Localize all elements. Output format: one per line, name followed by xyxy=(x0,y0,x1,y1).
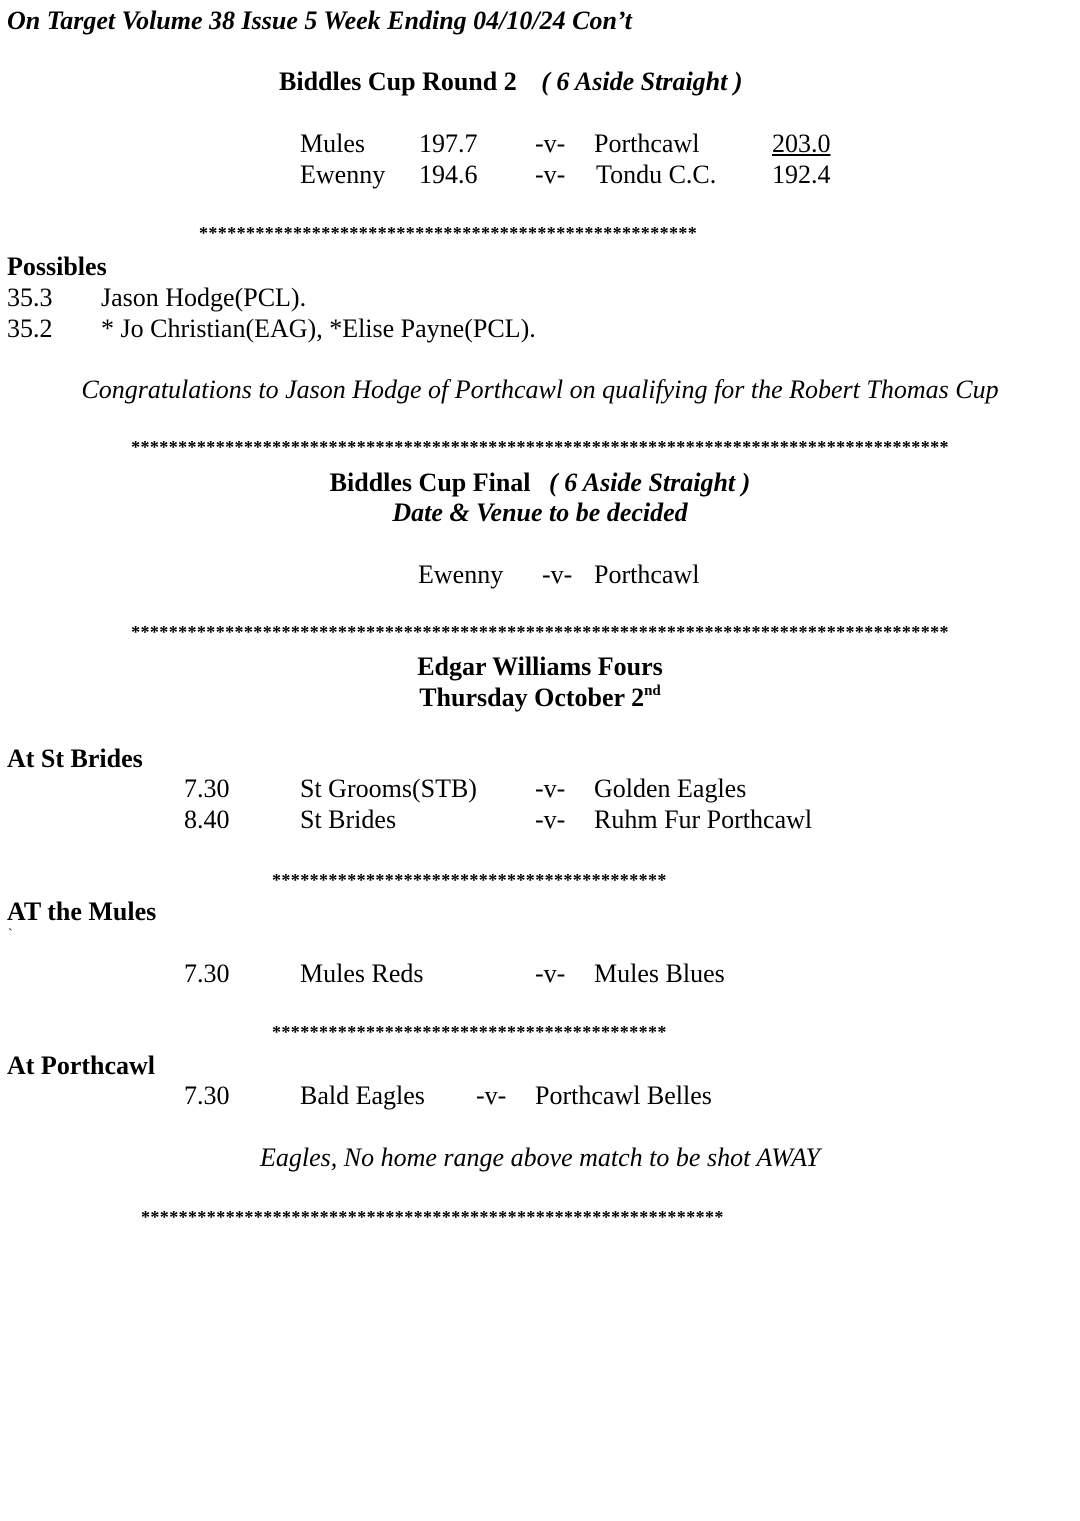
final-away: Porthcawl xyxy=(594,560,700,589)
match-home: St Brides xyxy=(300,805,397,834)
date-suffix: nd xyxy=(644,683,661,699)
final-subtitle: ( 6 Aside Straight ) xyxy=(549,468,751,497)
possible-score: 35.3 xyxy=(7,283,53,312)
congratulations-note: Congratulations to Jason Hodge of Porthcawl on qualifying for the Robert Thomas Cup xyxy=(81,375,999,404)
score-value: 197.7 xyxy=(419,129,478,158)
round2-title-text: Biddles Cup Round 2 xyxy=(279,67,517,96)
match-vs xyxy=(535,162,565,188)
fours-title: Edgar Williams Fours xyxy=(417,652,663,681)
away-note: Eagles, No home range above match to be shot AWAY xyxy=(259,1143,820,1172)
vs-text: -v- xyxy=(535,160,566,189)
match-vs xyxy=(535,131,565,157)
round2-subtitle: ( 6 Aside Straight ) xyxy=(541,67,743,96)
separator: *************************************************************************************** xyxy=(131,623,949,641)
match-away-score xyxy=(772,162,831,188)
match-time: 7.30 xyxy=(184,959,230,988)
match-home: Bald Eagles xyxy=(300,1081,425,1110)
match-vs: -v- xyxy=(535,959,566,988)
away-text: Porthcawl xyxy=(594,129,700,158)
match-away-score xyxy=(772,131,831,157)
round2-match-row xyxy=(300,162,385,188)
score-value: 192.4 xyxy=(772,160,831,189)
separator: ****************************************** xyxy=(272,1022,667,1042)
match-home-score xyxy=(419,131,478,157)
possible-names: Jason Hodge(PCL). xyxy=(101,283,307,312)
match-away: Mules Blues xyxy=(594,959,725,988)
score-value: 203.0 xyxy=(772,129,831,158)
venue-heading: At St Brides xyxy=(7,744,143,773)
final-title xyxy=(0,470,1080,496)
match-home: Ewenny xyxy=(300,160,386,189)
final-home: Ewenny xyxy=(418,560,504,589)
match-vs: -v- xyxy=(476,1081,507,1110)
away-text: Tondu C.C. xyxy=(596,160,717,189)
score-value: 194.6 xyxy=(419,160,478,189)
round2-title xyxy=(279,69,743,95)
match-vs: -v- xyxy=(535,805,566,834)
final-note: Date & Venue to be decided xyxy=(392,498,688,527)
possible-names: * Jo Christian(EAG), *Elise Payne(PCL). xyxy=(101,314,536,343)
final-title-text: Biddles Cup Final xyxy=(329,468,531,497)
match-home-score xyxy=(419,162,478,188)
match-home: St Grooms(STB) xyxy=(300,774,477,803)
final-vs: -v- xyxy=(542,560,573,589)
match-vs: -v- xyxy=(535,774,566,803)
separator: *************************************************************************************** xyxy=(131,438,949,456)
match-away: Porthcawl Belles xyxy=(535,1081,712,1110)
possibles-heading: Possibles xyxy=(7,252,107,281)
fours-date xyxy=(0,685,1080,711)
separator: ***************************************************** xyxy=(199,223,698,243)
vs-text: -v- xyxy=(535,129,566,158)
fours-date-text: Thursday October 2 xyxy=(419,683,645,712)
match-time: 7.30 xyxy=(184,774,230,803)
page-header xyxy=(7,8,632,34)
match-away xyxy=(596,162,716,188)
match-time: 8.40 xyxy=(184,805,230,834)
separator: ****************************************** xyxy=(272,870,667,890)
venue-heading: At Porthcawl xyxy=(7,1051,156,1080)
match-time: 7.30 xyxy=(184,1081,230,1110)
stray-mark: ` xyxy=(8,927,13,942)
match-away: Golden Eagles xyxy=(594,774,747,803)
separator: ************************************************************** xyxy=(141,1207,724,1227)
match-away: Ruhm Fur Porthcawl xyxy=(594,805,813,834)
match-home: Mules Reds xyxy=(300,959,424,988)
match-home: Mules xyxy=(300,129,365,158)
venue-heading: AT the Mules xyxy=(7,897,157,926)
match-away xyxy=(594,131,699,157)
possible-score: 35.2 xyxy=(7,314,53,343)
round2-match-row xyxy=(300,131,365,157)
header-text: On Target Volume 38 Issue 5 Week Ending 04/10/24 Con’t xyxy=(7,6,632,35)
